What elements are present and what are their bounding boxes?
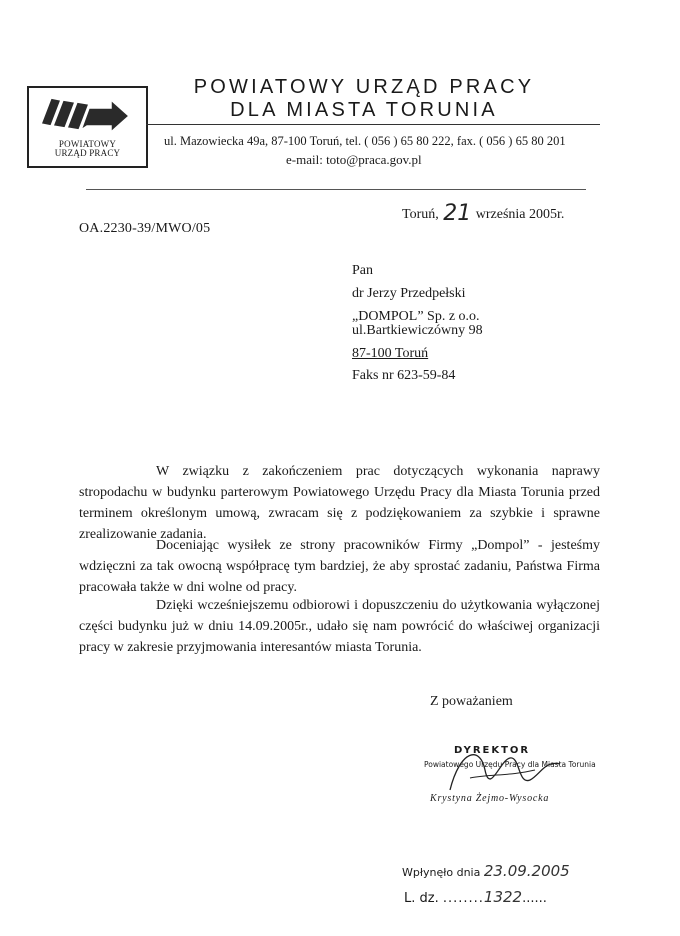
date-day-handwritten: 21 [443, 201, 472, 226]
ledger-label: L. dz. [404, 891, 439, 906]
org-address: ul. Mazowiecka 49a, 87-100 Toruń, tel. ( 056 ) 65 80 222, fax. ( 056 ) 65 80 201 [164, 134, 566, 148]
stamp-title: DYREKTOR [454, 745, 531, 756]
recipient-line: Faks nr 623-59-84 [352, 368, 456, 383]
org-title-line2: DLA MIASTA TORUNIA [230, 99, 498, 121]
closing-text: Z poważaniem [430, 694, 513, 709]
recipient-line: ul.Bartkiewiczówny 98 [352, 323, 483, 338]
divider-rule [86, 189, 586, 190]
recipient-line: „DOMPOL” Sp. z o.o. [352, 309, 480, 324]
reference-number: OA.2230-39/MWO/05 [79, 221, 211, 236]
logo-text-line2: URZĄD PRACY [54, 148, 121, 158]
logo-text-line1: POWIATOWY [58, 139, 117, 149]
recipient-line: Pan [352, 263, 373, 278]
arrows-logo-icon [29, 88, 146, 140]
ledger-value-handwritten: 1322 [483, 888, 523, 906]
logo [27, 86, 148, 168]
header-rule [146, 124, 600, 125]
stamp-org: Powiatowego Urzędu Pracy dla Miasta Torunia [424, 760, 596, 769]
body-paragraph: W związku z zakończeniem prac dotyczących wykonania naprawy stropodachu w budynku parterowym Powiatowego Urzędu Pracy dla Miasta Torunia przed terminem określonym umową, zwracam się z podziękowaniem za szybkie i sprawne zrealizowanie zadania. [79, 464, 600, 542]
body-paragraph: Dzięki wcześniejszemu odbiorowi i dopuszczeniu do użytkowania wyłączonej części budynku już w dniu 14.09.2005r., udało się nam powrócić do właściwej organizacji pracy w zakresie przyjmowania interesantów miasta Torunia. [79, 598, 600, 655]
org-title-line1: POWIATOWY URZĄD PRACY [193, 76, 535, 98]
stamp-name: Krystyna Żejmo-Wysocka [430, 793, 550, 804]
ledger-number: L. dz. ........1322...... [404, 888, 547, 906]
recipient-line: dr Jerzy Przedpełski [352, 286, 466, 301]
received-stamp [402, 862, 570, 880]
date-city: Toruń, [402, 207, 439, 222]
org-email: e-mail: toto@praca.gov.pl [286, 152, 422, 167]
signature-icon [440, 740, 570, 800]
recipient-line: 87-100 Toruń [352, 346, 429, 361]
date-month-year: września 2005r. [475, 207, 565, 222]
letter-date [402, 199, 564, 224]
received-date-handwritten: 23.09.2005 [483, 862, 570, 880]
received-label: Wpłynęło dnia [402, 866, 481, 879]
body-paragraph: Doceniając wysiłek ze strony pracowników Firmy „Dompol” - jesteśmy wdzięczni za tak owocną współpracę tym bardziej, że aby sprostać zadaniu, Państwa Firma pracowała także w dni wolne od pracy. [79, 538, 600, 595]
logo-text [29, 140, 146, 158]
